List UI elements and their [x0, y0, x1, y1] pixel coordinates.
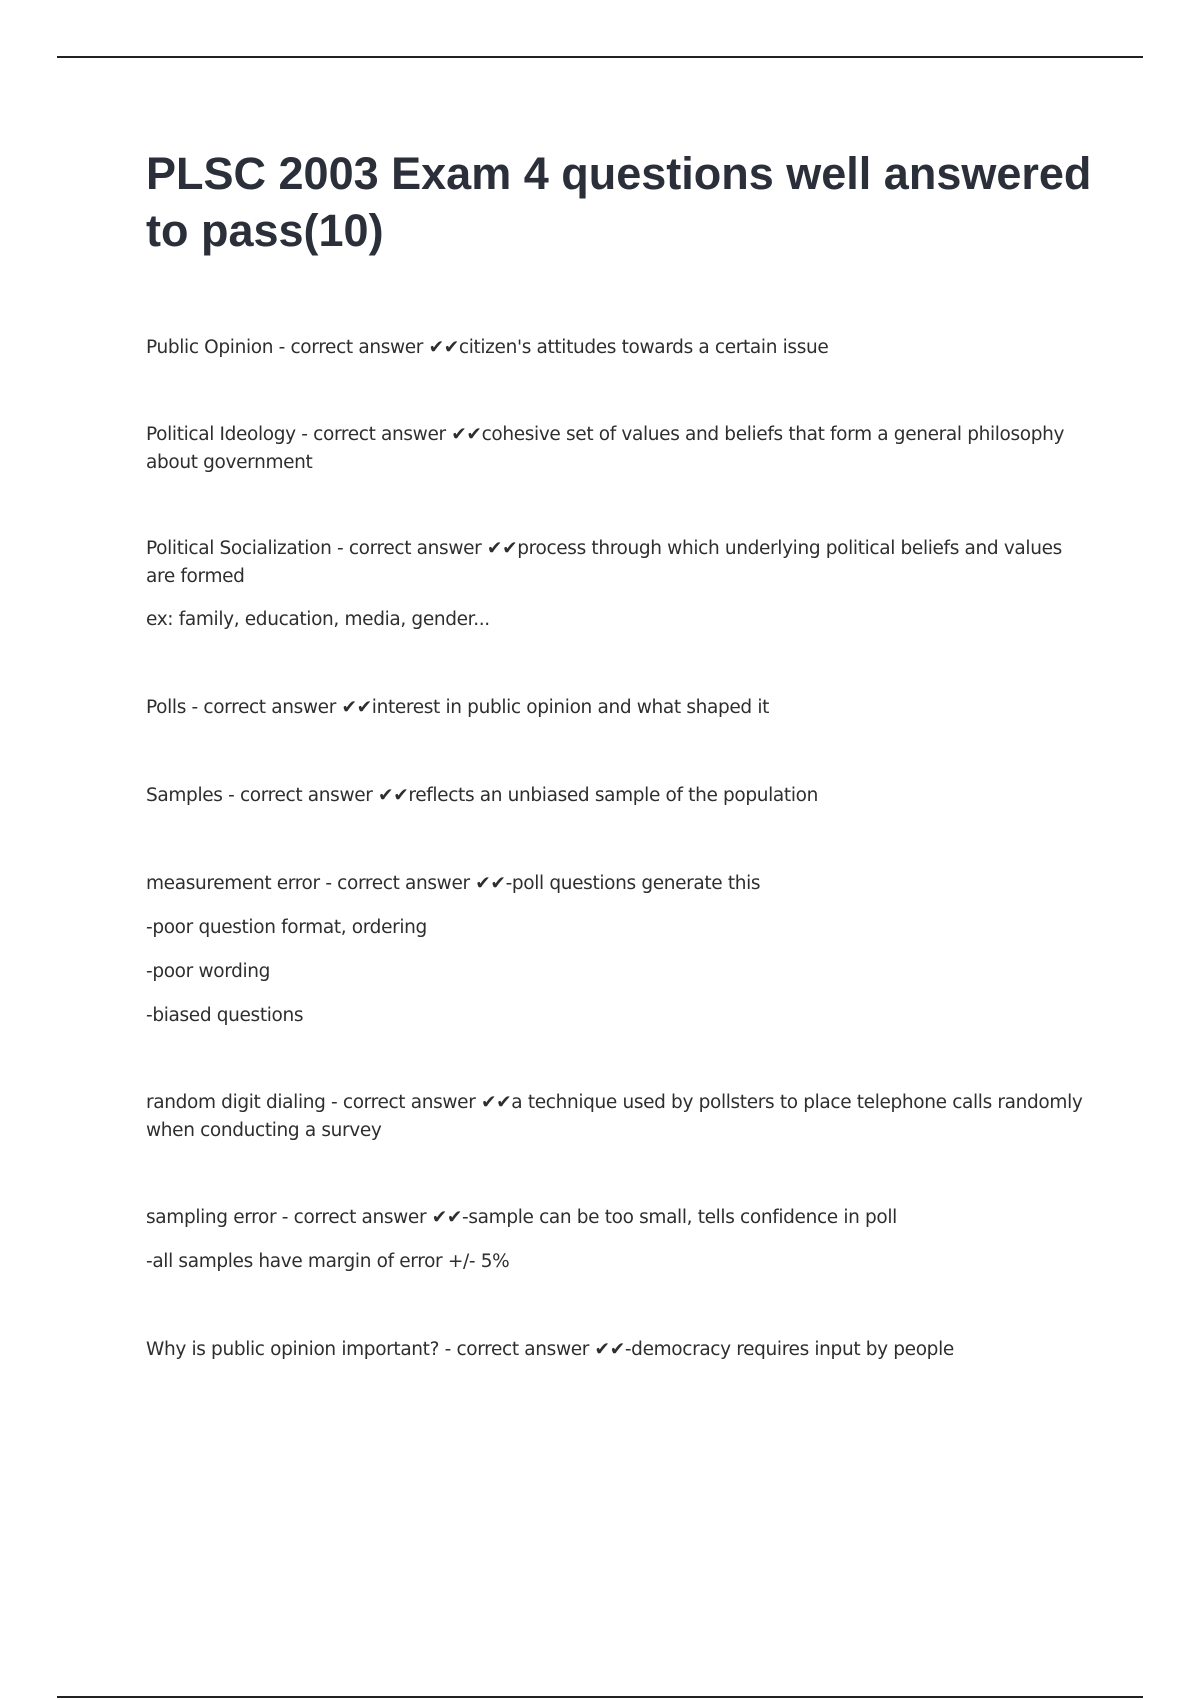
qa-subline: -biased questions	[146, 1005, 304, 1026]
top-divider	[57, 56, 1143, 58]
qa-text: Samples - correct answer ✔✔reflects an unbiased sample of the population	[146, 785, 818, 806]
qa-subline: -poor wording	[146, 961, 271, 982]
qa-subline: ex: family, education, media, gender...	[146, 609, 490, 630]
qa-text: random digit dialing - correct answer ✔✔a technique used by pollsters to place telephone calls randomly when conducting a survey	[146, 1092, 1083, 1141]
document-body	[146, 145, 1096, 1423]
qa-text: Public Opinion - correct answer ✔✔citizen's attitudes towards a certain issue	[146, 337, 829, 358]
qa-subline: -poor question format, ordering	[146, 917, 427, 938]
qa-item-measurement-error	[146, 869, 1096, 1031]
qa-text: sampling error - correct answer ✔✔-sample can be too small, tells confidence in poll	[146, 1207, 897, 1228]
qa-item-political-ideology	[146, 421, 1096, 477]
qa-item-samples	[146, 781, 1096, 811]
qa-text: measurement error - correct answer ✔✔-poll questions generate this	[146, 873, 761, 894]
qa-subline: -all samples have margin of error +/- 5%	[146, 1251, 510, 1272]
qa-text: Political Socialization - correct answer ✔✔process through which underlying political beliefs and values are formed	[146, 538, 1062, 587]
document-title: PLSC 2003 Exam 4 questions well answered to pass(10)	[146, 148, 1092, 256]
qa-item-polls	[146, 693, 1096, 723]
qa-text: Why is public opinion important? - correct answer ✔✔-democracy requires input by people	[146, 1339, 954, 1360]
qa-item-public-opinion-importance	[146, 1335, 1096, 1365]
qa-item-political-socialization	[146, 535, 1096, 635]
qa-item-random-digit-dialing	[146, 1089, 1096, 1145]
qa-list	[146, 333, 1096, 1365]
qa-text: Political Ideology - correct answer ✔✔cohesive set of values and beliefs that form a general philosophy about government	[146, 424, 1065, 473]
bottom-divider	[57, 1696, 1143, 1698]
qa-item-public-opinion	[146, 333, 1096, 363]
qa-item-sampling-error	[146, 1203, 1096, 1277]
qa-text: Polls - correct answer ✔✔interest in public opinion and what shaped it	[146, 697, 770, 718]
